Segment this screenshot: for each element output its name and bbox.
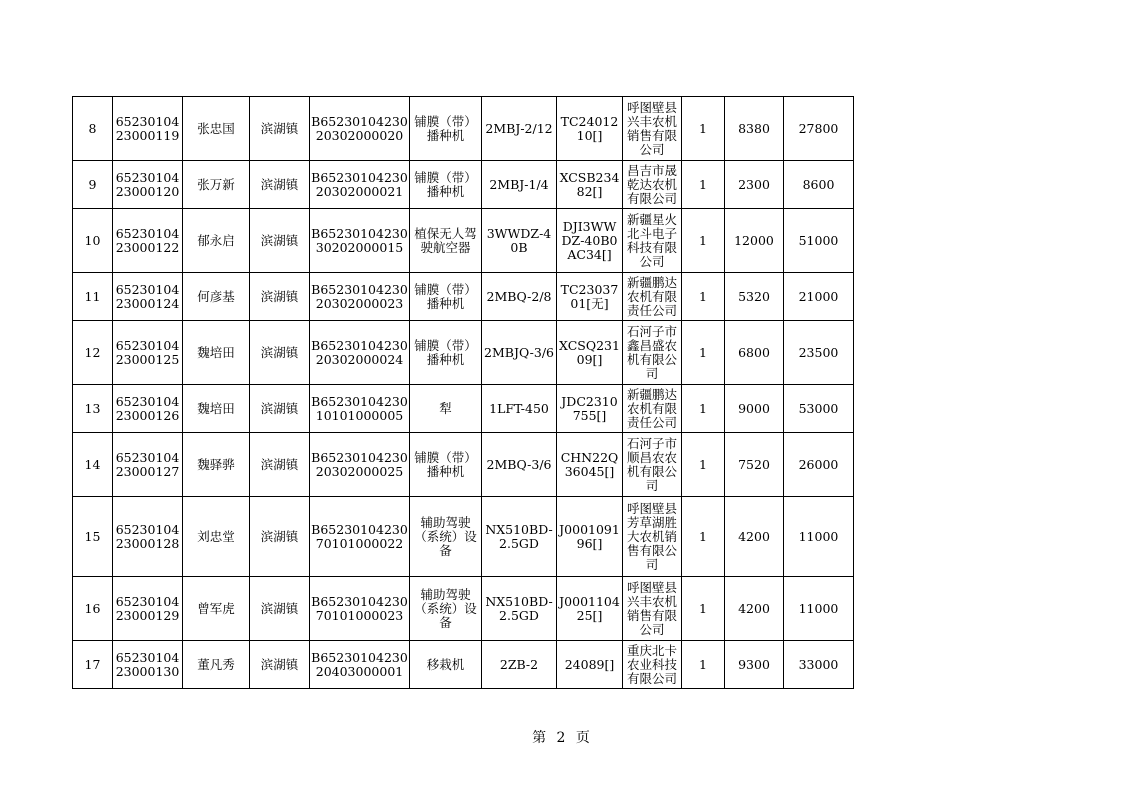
machine-type-cell: 铺膜（带）播种机 bbox=[410, 273, 482, 321]
farmer-name-cell: 刘忠堂 bbox=[183, 497, 250, 577]
serial-number-cell: TC2401210[] bbox=[557, 97, 623, 161]
quantity-cell: 1 bbox=[682, 321, 725, 385]
row-number-cell: 17 bbox=[73, 641, 113, 689]
subsidy-amount-cell: 2300 bbox=[725, 161, 784, 209]
farmer-id-cell: 6523010423000127 bbox=[113, 433, 183, 497]
row-number-cell: 8 bbox=[73, 97, 113, 161]
dealer-cell: 重庆北卡农业科技有限公司 bbox=[623, 641, 682, 689]
machine-model-cell: 2MBJ-2/12 bbox=[482, 97, 557, 161]
row-number-cell: 10 bbox=[73, 209, 113, 273]
farmer-id-cell: 6523010423000122 bbox=[113, 209, 183, 273]
table-row bbox=[73, 273, 854, 321]
town-cell: 滨湖镇 bbox=[250, 433, 310, 497]
dealer-cell: 新疆鹏达农机有限责任公司 bbox=[623, 385, 682, 433]
machine-code-cell: B6523010423070101000023 bbox=[310, 577, 410, 641]
serial-number-cell: J000110425[] bbox=[557, 577, 623, 641]
serial-number-cell: TC2303701[无] bbox=[557, 273, 623, 321]
serial-number-cell: XCSQ23109[] bbox=[557, 321, 623, 385]
town-cell: 滨湖镇 bbox=[250, 97, 310, 161]
serial-number-cell: J000109196[] bbox=[557, 497, 623, 577]
quantity-cell: 1 bbox=[682, 433, 725, 497]
machine-code-cell: B6523010423030202000015 bbox=[310, 209, 410, 273]
table-row bbox=[73, 209, 854, 273]
dealer-cell: 呼图壁县兴丰农机销售有限公司 bbox=[623, 97, 682, 161]
serial-number-cell: XCSB23482[] bbox=[557, 161, 623, 209]
dealer-cell: 呼图壁县芳草湖胜大农机销售有限公司 bbox=[623, 497, 682, 577]
machine-type-cell: 植保无人驾驶航空器 bbox=[410, 209, 482, 273]
sale-price-cell: 26000 bbox=[784, 433, 854, 497]
subsidy-amount-cell: 5320 bbox=[725, 273, 784, 321]
table-row bbox=[73, 385, 854, 433]
row-number-cell: 14 bbox=[73, 433, 113, 497]
table-row bbox=[73, 641, 854, 689]
farmer-id-cell: 6523010423000120 bbox=[113, 161, 183, 209]
machine-code-cell: B6523010423020403000001 bbox=[310, 641, 410, 689]
subsidy-amount-cell: 12000 bbox=[725, 209, 784, 273]
machine-type-cell: 铺膜（带）播种机 bbox=[410, 161, 482, 209]
farmer-name-cell: 何彦基 bbox=[183, 273, 250, 321]
dealer-cell: 昌吉市晟乾达农机有限公司 bbox=[623, 161, 682, 209]
dealer-cell: 石河子市鑫昌盛农机有限公司 bbox=[623, 321, 682, 385]
sale-price-cell: 11000 bbox=[784, 497, 854, 577]
machine-code-cell: B6523010423020302000021 bbox=[310, 161, 410, 209]
table-row bbox=[73, 161, 854, 209]
quantity-cell: 1 bbox=[682, 97, 725, 161]
town-cell: 滨湖镇 bbox=[250, 321, 310, 385]
town-cell: 滨湖镇 bbox=[250, 273, 310, 321]
sale-price-cell: 53000 bbox=[784, 385, 854, 433]
sale-price-cell: 33000 bbox=[784, 641, 854, 689]
row-number-cell: 13 bbox=[73, 385, 113, 433]
dealer-cell: 新疆星火北斗电子科技有限公司 bbox=[623, 209, 682, 273]
subsidy-amount-cell: 9300 bbox=[725, 641, 784, 689]
quantity-cell: 1 bbox=[682, 385, 725, 433]
quantity-cell: 1 bbox=[682, 497, 725, 577]
row-number-cell: 9 bbox=[73, 161, 113, 209]
page-footer bbox=[0, 727, 1122, 747]
machine-type-cell: 铺膜（带）播种机 bbox=[410, 321, 482, 385]
table-row bbox=[73, 433, 854, 497]
subsidy-amount-cell: 7520 bbox=[725, 433, 784, 497]
machine-code-cell: B6523010423070101000022 bbox=[310, 497, 410, 577]
machine-model-cell: NX510BD-2.5GD bbox=[482, 577, 557, 641]
quantity-cell: 1 bbox=[682, 641, 725, 689]
sale-price-cell: 51000 bbox=[784, 209, 854, 273]
row-number-cell: 11 bbox=[73, 273, 113, 321]
farmer-name-cell: 张忠国 bbox=[183, 97, 250, 161]
row-number-cell: 15 bbox=[73, 497, 113, 577]
farmer-name-cell: 魏培田 bbox=[183, 385, 250, 433]
quantity-cell: 1 bbox=[682, 209, 725, 273]
subsidy-amount-cell: 4200 bbox=[725, 497, 784, 577]
farmer-id-cell: 6523010423000128 bbox=[113, 497, 183, 577]
sale-price-cell: 8600 bbox=[784, 161, 854, 209]
machine-code-cell: B6523010423010101000005 bbox=[310, 385, 410, 433]
machine-model-cell: 1LFT-450 bbox=[482, 385, 557, 433]
row-number-cell: 12 bbox=[73, 321, 113, 385]
subsidy-amount-cell: 8380 bbox=[725, 97, 784, 161]
farmer-id-cell: 6523010423000119 bbox=[113, 97, 183, 161]
town-cell: 滨湖镇 bbox=[250, 385, 310, 433]
table-row bbox=[73, 321, 854, 385]
farmer-id-cell: 6523010423000126 bbox=[113, 385, 183, 433]
machine-model-cell: 2MBQ-2/8 bbox=[482, 273, 557, 321]
quantity-cell: 1 bbox=[682, 161, 725, 209]
dealer-cell: 新疆鹏达农机有限责任公司 bbox=[623, 273, 682, 321]
table-row bbox=[73, 97, 854, 161]
dealer-cell: 呼图壁县兴丰农机销售有限公司 bbox=[623, 577, 682, 641]
page-number: 2 bbox=[556, 730, 566, 746]
machine-code-cell: B6523010423020302000020 bbox=[310, 97, 410, 161]
subsidy-amount-cell: 9000 bbox=[725, 385, 784, 433]
town-cell: 滨湖镇 bbox=[250, 577, 310, 641]
machine-type-cell: 犁 bbox=[410, 385, 482, 433]
farmer-id-cell: 6523010423000129 bbox=[113, 577, 183, 641]
machine-code-cell: B6523010423020302000023 bbox=[310, 273, 410, 321]
dealer-cell: 石河子市顺昌农农机有限公司 bbox=[623, 433, 682, 497]
machine-type-cell: 辅助驾驶（系统）设备 bbox=[410, 577, 482, 641]
farmer-name-cell: 魏驿骅 bbox=[183, 433, 250, 497]
machine-model-cell: 2ZB-2 bbox=[482, 641, 557, 689]
subsidy-amount-cell: 4200 bbox=[725, 577, 784, 641]
sale-price-cell: 11000 bbox=[784, 577, 854, 641]
machine-code-cell: B6523010423020302000025 bbox=[310, 433, 410, 497]
table-row bbox=[73, 497, 854, 577]
town-cell: 滨湖镇 bbox=[250, 209, 310, 273]
town-cell: 滨湖镇 bbox=[250, 497, 310, 577]
farmer-name-cell: 张万新 bbox=[183, 161, 250, 209]
table-row bbox=[73, 577, 854, 641]
town-cell: 滨湖镇 bbox=[250, 641, 310, 689]
footer-prefix: 第 bbox=[532, 730, 547, 746]
machine-model-cell: 2MBJ-1/4 bbox=[482, 161, 557, 209]
sale-price-cell: 23500 bbox=[784, 321, 854, 385]
serial-number-cell: CHN22Q36045[] bbox=[557, 433, 623, 497]
farmer-name-cell: 郁永启 bbox=[183, 209, 250, 273]
machine-type-cell: 移栽机 bbox=[410, 641, 482, 689]
quantity-cell: 1 bbox=[682, 273, 725, 321]
farmer-name-cell: 董凡秀 bbox=[183, 641, 250, 689]
machine-code-cell: B6523010423020302000024 bbox=[310, 321, 410, 385]
serial-number-cell: JDC2310755[] bbox=[557, 385, 623, 433]
farmer-id-cell: 6523010423000125 bbox=[113, 321, 183, 385]
machine-model-cell: 2MBQ-3/6 bbox=[482, 433, 557, 497]
farmer-name-cell: 曾军虎 bbox=[183, 577, 250, 641]
machine-type-cell: 铺膜（带）播种机 bbox=[410, 97, 482, 161]
farmer-id-cell: 6523010423000124 bbox=[113, 273, 183, 321]
subsidy-table bbox=[72, 96, 854, 689]
town-cell: 滨湖镇 bbox=[250, 161, 310, 209]
farmer-name-cell: 魏培田 bbox=[183, 321, 250, 385]
serial-number-cell: 24089[] bbox=[557, 641, 623, 689]
subsidy-amount-cell: 6800 bbox=[725, 321, 784, 385]
sale-price-cell: 27800 bbox=[784, 97, 854, 161]
sale-price-cell: 21000 bbox=[784, 273, 854, 321]
machine-model-cell: NX510BD-2.5GD bbox=[482, 497, 557, 577]
machine-type-cell: 铺膜（带）播种机 bbox=[410, 433, 482, 497]
machine-model-cell: 3WWDZ-40B bbox=[482, 209, 557, 273]
serial-number-cell: DJI3WWDZ-40B0AC34[] bbox=[557, 209, 623, 273]
row-number-cell: 16 bbox=[73, 577, 113, 641]
machine-type-cell: 辅助驾驶（系统）设备 bbox=[410, 497, 482, 577]
machine-model-cell: 2MBJQ-3/6 bbox=[482, 321, 557, 385]
footer-suffix: 页 bbox=[575, 730, 590, 746]
farmer-id-cell: 6523010423000130 bbox=[113, 641, 183, 689]
quantity-cell: 1 bbox=[682, 577, 725, 641]
